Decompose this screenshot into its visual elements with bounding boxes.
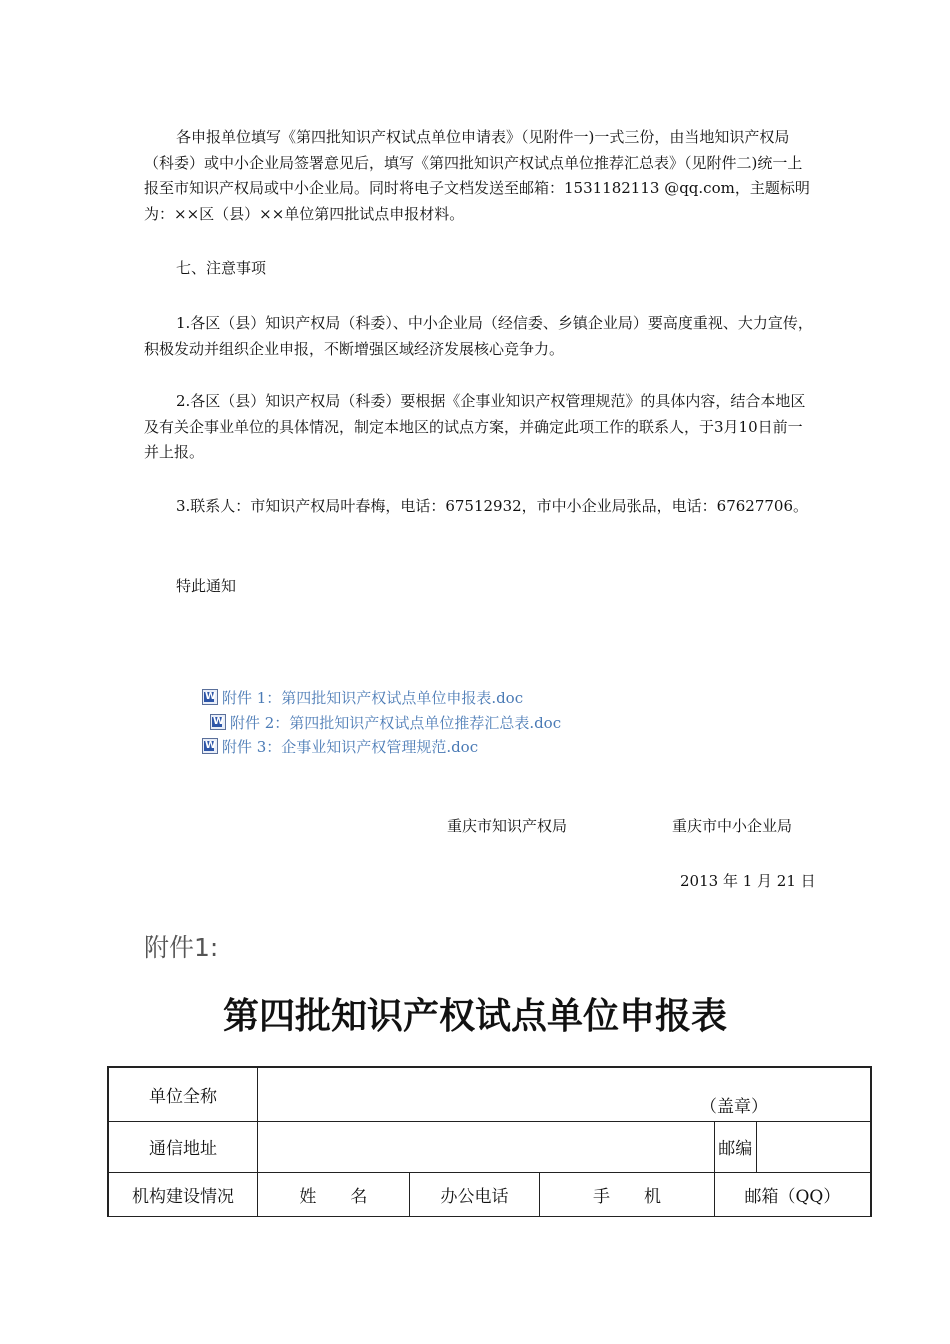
unit-name-field[interactable] bbox=[258, 1067, 871, 1121]
mobile-column-header: 手 机 bbox=[540, 1172, 715, 1216]
attachment-label: 附件 1：第四批知识产权试点单位申报表.doc bbox=[222, 688, 524, 707]
email-column-header: 邮箱（QQ） bbox=[714, 1172, 871, 1216]
paragraph-submission: 各申报单位填写《第四批知识产权试点单位申请表》（见附件一)一式三份，由当地知识产权局（科委）或中小企业局签署意见后，填写《第四批知识产权试点单位推荐汇总表》（见附件二)统一上报至市知识产权局或中小企业局。同时将电子文档发送至邮箱：1531182113 @qq.com，主题标明为：××区（县）××单位第四批试点申报材料。 bbox=[144, 128, 810, 223]
org-setup-label: 机构建设情况 bbox=[108, 1172, 258, 1216]
signature-org-sme-bureau: 重庆市中小企业局 bbox=[672, 817, 793, 835]
word-doc-icon bbox=[210, 714, 226, 730]
address-label: 通信地址 bbox=[108, 1121, 258, 1172]
office-phone-column-header: 办公电话 bbox=[409, 1172, 540, 1216]
application-form-table bbox=[107, 1066, 872, 1217]
attachment-link-3[interactable] bbox=[202, 735, 478, 757]
attachment-link-2[interactable] bbox=[210, 711, 561, 733]
seal-note: （盖章） bbox=[700, 1096, 768, 1117]
section-heading-notes: 七、注意事项 bbox=[176, 259, 267, 277]
address-field[interactable] bbox=[258, 1121, 715, 1172]
attachment-label: 附件 2：第四批知识产权试点单位推荐汇总表.doc bbox=[230, 713, 562, 732]
form-title: 第四批知识产权试点单位申报表 bbox=[222, 995, 727, 1037]
signature-date: 2013 年 1 月 21 日 bbox=[680, 872, 816, 890]
word-doc-icon bbox=[202, 738, 218, 754]
unit-name-label: 单位全称 bbox=[108, 1067, 258, 1121]
attachment-label: 附件 3：企事业知识产权管理规范.doc bbox=[222, 737, 479, 756]
paragraph-note-1: 1.各区（县）知识产权局（科委）、中小企业局（经信委、乡镇企业局）要高度重视、大力宣传，积极发动并组织企业申报，不断增强区域经济发展核心竞争力。 bbox=[144, 314, 813, 358]
signature-org-ip-office: 重庆市知识产权局 bbox=[447, 817, 568, 835]
name-column-header: 姓 名 bbox=[258, 1172, 410, 1216]
attachment-link-1[interactable] bbox=[202, 686, 523, 708]
postcode-field[interactable] bbox=[756, 1121, 871, 1172]
closing-text: 特此通知 bbox=[176, 577, 237, 595]
word-doc-icon bbox=[202, 689, 218, 705]
postcode-label: 邮编 bbox=[714, 1121, 756, 1172]
attachment-heading: 附件1: bbox=[144, 933, 219, 962]
paragraph-note-3: 3.联系人：市知识产权局叶春梅，电话：67512932，市中小企业局张品，电话：67627706。 bbox=[176, 497, 809, 515]
paragraph-note-2: 2.各区（县）知识产权局（科委）要根据《企事业知识产权管理规范》的具体内容，结合本地区及有关企事业单位的具体情况，制定本地区的试点方案，并确定此项工作的联系人，于3月10日前一并上报。 bbox=[144, 392, 806, 461]
